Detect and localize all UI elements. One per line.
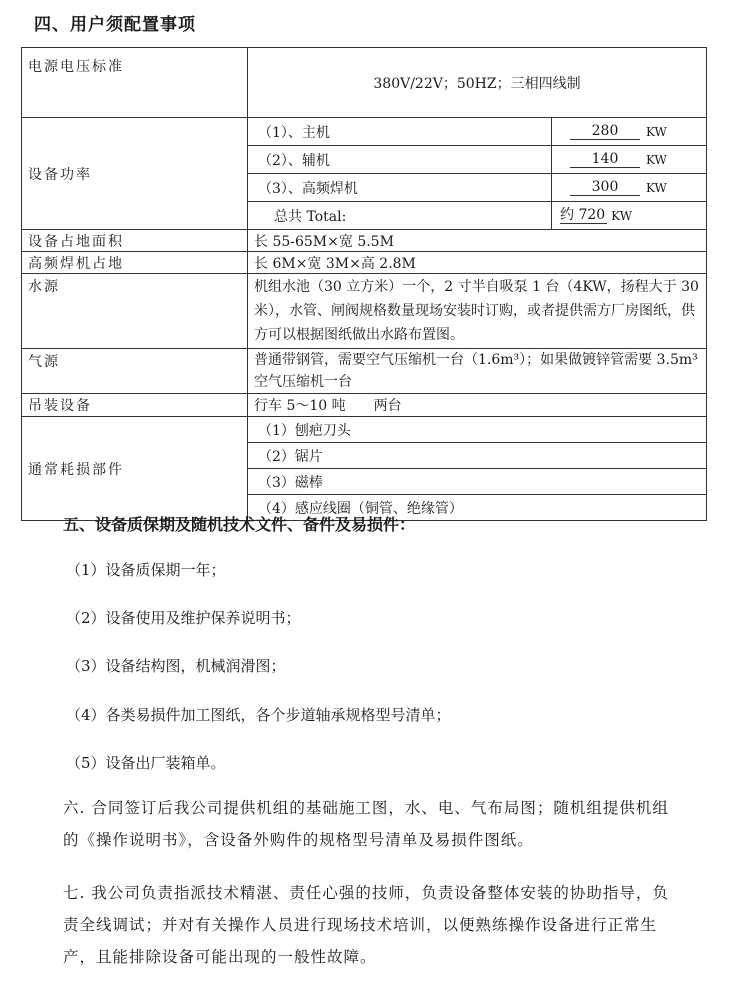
water-value: 机组水池（30 立方米）一个，2 寸半自吸泵 1 台（4KW，扬程大于 30 米），水管、闸阀规格数量现场安装时订购，或者提供需方厂房图纸，供方可以根据图纸做出水路布置图。 <box>248 274 707 349</box>
power-label: 设备功率 <box>22 118 248 230</box>
list-item: （3）设备结构图，机械润滑图； <box>66 657 286 675</box>
power-total-value: 约 720 <box>560 206 606 223</box>
area-label: 设备占地面积 <box>22 230 248 252</box>
config-table <box>21 47 707 521</box>
table-row <box>22 417 707 521</box>
power-row-name: （2）、辅机 <box>258 152 330 169</box>
power-row-aux <box>248 146 706 174</box>
consumables-label: 通常耗损部件 <box>22 417 248 521</box>
power-row-main <box>248 118 706 146</box>
power-row-value: 140 <box>570 152 640 168</box>
power-total-unit: KW <box>611 208 633 223</box>
section-4-title: 四、用户须配置事项 <box>34 15 196 35</box>
consumables-list <box>248 417 707 521</box>
power-row-unit: KW <box>646 180 667 195</box>
table-row <box>22 394 707 417</box>
lifting-value: 行车 5～10 吨 两台 <box>248 394 707 417</box>
power-row-name: （3）、高频焊机 <box>258 180 358 197</box>
list-item: （1）设备质保期一年； <box>66 561 226 579</box>
water-label: 水源 <box>22 274 248 349</box>
table-row <box>22 118 707 230</box>
power-row-unit: KW <box>646 124 667 139</box>
list-item: （2）锯片 <box>248 443 706 469</box>
list-item: （5）设备出厂装箱单。 <box>66 754 226 772</box>
power-row-welder <box>248 174 706 202</box>
welder-area-label: 高频焊机占地 <box>22 252 248 274</box>
section-7-paragraph: 七. 我公司负责指派技术精湛、责任心强的技师，负责设备整体安装的协助指导，负责全线调试；并对有关操作人员进行现场技术培训，以便熟练操作设备进行正常生产，且能排除设备可能出现的一般性故障。 <box>63 884 669 966</box>
air-value: 普通带钢管，需要空气压缩机一台（1.6m³）；如果做镀锌管需要 3.5m³ 空气压缩机一台 <box>248 349 707 394</box>
table-row <box>22 252 707 274</box>
section-6-paragraph: 六. 合同签订后我公司提供机组的基础施工图，水、电、气布局图；随机组提供机组的《操作说明书》，含设备外购件的规格型号清单及易损件图纸。 <box>63 799 669 849</box>
table-row <box>22 230 707 252</box>
voltage-label: 电源电压标准 <box>22 48 248 118</box>
power-row-value: 280 <box>570 124 640 140</box>
power-row-name: （1）、主机 <box>258 124 330 141</box>
air-label: 气源 <box>22 349 248 394</box>
table-row <box>22 48 707 118</box>
table-row <box>22 274 707 349</box>
list-item: （4）各类易损件加工图纸，各个步道轴承规格型号清单； <box>66 706 451 724</box>
list-item: （3）磁棒 <box>248 469 706 495</box>
voltage-value: 380V/22V；50HZ；三相四线制 <box>248 48 707 118</box>
list-item: （4）感应线圈（铜管、绝缘管） <box>258 500 463 517</box>
power-total-label: 总共 Total: <box>274 208 347 225</box>
lifting-label: 吊装设备 <box>22 394 248 417</box>
section-5-title: 五、设备质保期及随机技术文件、备件及易损件： <box>63 515 416 534</box>
area-value: 长 55-65M×宽 5.5M <box>248 230 707 252</box>
power-row-total <box>248 202 706 229</box>
power-breakdown <box>248 118 707 230</box>
welder-area-value: 长 6M×宽 3M×高 2.8M <box>248 252 707 274</box>
list-item: （1）刨疤刀头 <box>248 417 706 443</box>
list-item: （2）设备使用及维护保养说明书； <box>66 609 301 627</box>
power-row-unit: KW <box>646 152 667 167</box>
power-row-value: 300 <box>570 180 640 196</box>
table-row <box>22 349 707 394</box>
